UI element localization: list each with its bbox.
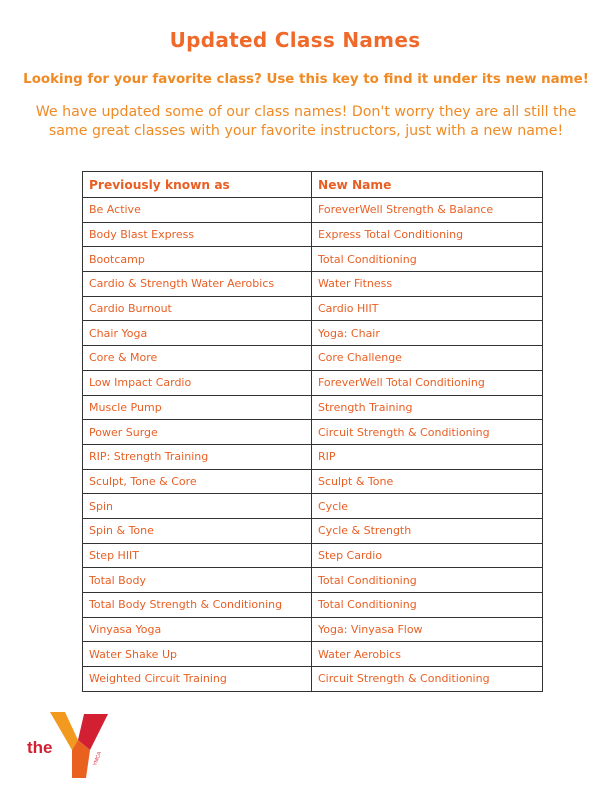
table-row [83,198,543,223]
table-row [83,518,543,543]
table-row [83,420,543,445]
previous-name-cell: Be Active [83,198,312,223]
previous-name-cell: Cardio Burnout [83,296,312,321]
new-name-cell: Cycle [312,494,543,519]
new-name-cell: Cycle & Strength [312,518,543,543]
table-row [83,568,543,593]
new-name-cell: Water Aerobics [312,642,543,667]
previous-name-cell: Body Blast Express [83,222,312,247]
column-header-new: New Name [312,172,543,198]
table-row [83,444,543,469]
class-names-table [82,171,543,692]
ymca-vertical-text: YMCA [92,751,103,767]
new-name-cell: Strength Training [312,395,543,420]
previous-name-cell: Spin [83,494,312,519]
table-row [83,667,543,692]
table-row [83,642,543,667]
table-row [83,346,543,371]
new-name-cell: Step Cardio [312,543,543,568]
previous-name-cell: Chair Yoga [83,321,312,346]
table-row [83,296,543,321]
previous-name-cell: Step HIIT [83,543,312,568]
new-name-cell: Core Challenge [312,346,543,371]
intro-text: We have updated some of our class names! Don't worry they are all still the same great classes with your favorite instructors, just with a new name! [35,104,577,139]
new-name-cell: Sculpt & Tone [312,469,543,494]
new-name-cell: Total Conditioning [312,568,543,593]
previous-name-cell: Water Shake Up [83,642,312,667]
table-row [83,593,543,618]
new-name-cell: Yoga: Vinyasa Flow [312,617,543,642]
table-row [83,321,543,346]
new-name-cell: ForeverWell Total Conditioning [312,370,543,395]
previous-name-cell: Low Impact Cardio [83,370,312,395]
new-name-cell: Water Fitness [312,272,543,297]
logo-the-text: the [27,738,53,757]
ymca-logo [24,710,116,780]
table-row [83,222,543,247]
previous-name-cell: RIP: Strength Training [83,444,312,469]
table-row [83,272,543,297]
new-name-cell: Total Conditioning [312,247,543,272]
previous-name-cell: Vinyasa Yoga [83,617,312,642]
table-row [83,494,543,519]
table-row [83,247,543,272]
new-name-cell: Yoga: Chair [312,321,543,346]
subtitle: Looking for your favorite class? Use this key to find it under its new name! [23,72,589,87]
table-row [83,543,543,568]
previous-name-cell: Total Body [83,568,312,593]
new-name-cell: Circuit Strength & Conditioning [312,420,543,445]
previous-name-cell: Power Surge [83,420,312,445]
new-name-cell: Total Conditioning [312,593,543,618]
previous-name-cell: Weighted Circuit Training [83,667,312,692]
previous-name-cell: Spin & Tone [83,518,312,543]
table-header-row [83,172,543,198]
previous-name-cell: Core & More [83,346,312,371]
table-row [83,617,543,642]
new-name-cell: Express Total Conditioning [312,222,543,247]
previous-name-cell: Bootcamp [83,247,312,272]
new-name-cell: Circuit Strength & Conditioning [312,667,543,692]
previous-name-cell: Muscle Pump [83,395,312,420]
table-row [83,370,543,395]
page-title: Updated Class Names [169,28,421,52]
column-header-previous: Previously known as [83,172,312,198]
new-name-cell: RIP [312,444,543,469]
new-name-cell: Cardio HIIT [312,296,543,321]
previous-name-cell: Total Body Strength & Conditioning [83,593,312,618]
table-row [83,469,543,494]
previous-name-cell: Cardio & Strength Water Aerobics [83,272,312,297]
new-name-cell: ForeverWell Strength & Balance [312,198,543,223]
table-row [83,395,543,420]
previous-name-cell: Sculpt, Tone & Core [83,469,312,494]
